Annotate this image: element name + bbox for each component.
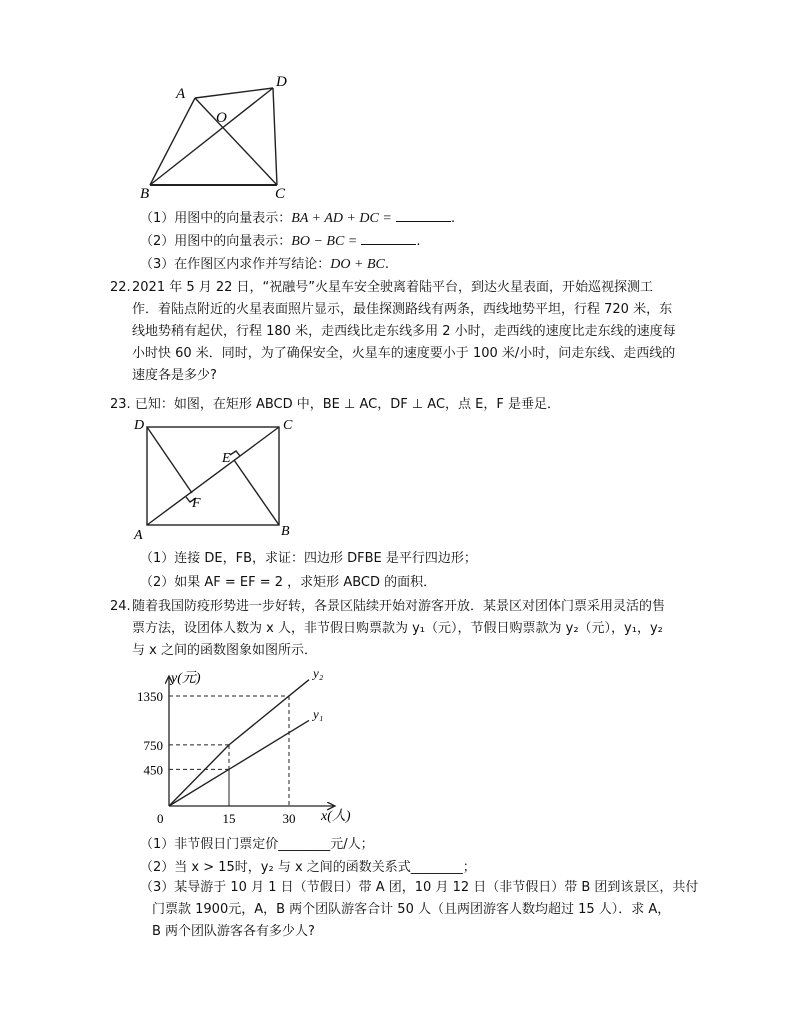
q22-line: 小时快 60 米．同时，为了确保安全，火星车的速度要小于 100 米/小时，问走东线、走西线的 <box>132 346 676 361</box>
q23-label-d: D <box>134 418 145 433</box>
q24-function-graph <box>125 668 355 828</box>
q24-part2: （2）当 x > 15时，y₂ 与 x 之间的函数关系式________； <box>140 860 476 875</box>
origin-label: 0 <box>157 811 164 826</box>
series-line-y1 <box>169 720 309 806</box>
q22-number: 22. <box>110 280 131 295</box>
q23-number: 23. <box>110 397 131 412</box>
q21-part3-expr: DO + BC <box>330 257 385 272</box>
question-22 <box>110 278 710 388</box>
q23-label-e: E <box>222 451 231 466</box>
y-tick-label: 750 <box>143 737 163 753</box>
q23-label-c: C <box>283 418 293 433</box>
series-label-y1: y₁ <box>313 706 324 722</box>
question-23 <box>110 393 560 412</box>
question-24 <box>110 597 730 663</box>
q24-line: 随着我国防疫形势进一步好转，各景区陆续开始对游客开放．某景区对团体门票采用灵活的售 <box>132 599 666 614</box>
q21-part1-end: . <box>450 211 456 226</box>
q23-part2: （2）如果 AF = EF = 2 ，求矩形 ABCD 的面积． <box>140 575 437 590</box>
q21-label-b: B <box>140 186 150 200</box>
y-tick-label: 450 <box>143 762 163 778</box>
q21-part2 <box>140 230 421 250</box>
q21-part1 <box>140 207 455 227</box>
q21-label-o: O <box>216 110 227 126</box>
q21-part3-end: . <box>384 257 389 272</box>
q21-label-a: A <box>176 86 186 102</box>
answer-blank[interactable] <box>361 232 416 245</box>
y-tick-label: 1350 <box>137 688 163 704</box>
q23-stem: 已知：如图，在矩形 ABCD 中，BE ⊥ AC，DF ⊥ AC，点 E，F 是垂足． <box>134 397 561 412</box>
q22-line: 线地势稍有起伏，行程 180 米，走西线比走东线多用 2 小时，走西线的速度比走东线的速度每 <box>132 324 676 339</box>
x-axis-label: x(人) <box>321 809 351 824</box>
q22-line: 2021 年 5 月 22 日，“祝融号”火星车安全驶离着陆平台，到达火星表面，开始巡视探测工 <box>132 280 654 295</box>
series-line-y2 <box>169 680 309 806</box>
q23-label-f: F <box>192 496 201 511</box>
q24-line: 票方法，设团体人数为 x 人，非节假日购票款为 y₁（元），节假日购票款为 y₂（元），y₁，y₂ <box>132 621 663 636</box>
q24-part3-line: B 两个团队游客各有多少人? <box>152 924 315 939</box>
q21-part1-expr: BA + AD + DC = <box>291 211 392 226</box>
q21-label-c: C <box>275 186 286 200</box>
q24-line: 与 x 之间的函数图象如图所示． <box>132 643 317 658</box>
answer-blank[interactable] <box>396 209 451 222</box>
q24-part3-line: （3）某导游于 10 月 1 日（节假日）带 A 团，10 月 12 日（非节假日）带 B 团到该景区，共付 <box>140 880 699 895</box>
q21-part3 <box>140 253 389 273</box>
q22-line: 作．着陆点附近的火星表面照片显示，最佳探测路线有两条，西线地势平坦，行程 720 米，东 <box>132 302 673 317</box>
q23-figure <box>130 415 300 540</box>
y-axis-label: y(元) <box>171 671 201 686</box>
q24-part3-line: 门票款 1900元，A，B 两个团队游客合计 50 人（且两团游客人数均超过 15 人）．求 A， <box>152 902 671 917</box>
q24-part1: （1）非节假日门票定价________元/人； <box>140 837 374 852</box>
q21-part2-text: （2）用图中的向量表示： <box>140 234 292 249</box>
q21-part2-expr: BO − BC = <box>291 234 358 249</box>
q23-part1: （1）连接 DE，FB，求证：四边形 DFBE 是平行四边形； <box>140 551 477 566</box>
q21-part2-end: . <box>416 234 421 249</box>
q24-number: 24. <box>110 599 131 614</box>
q21-figure <box>130 70 300 200</box>
q24-part3 <box>140 878 740 944</box>
q21-label-d: D <box>276 74 287 90</box>
x-tick-label: 30 <box>282 811 296 826</box>
x-tick-label: 15 <box>222 811 236 826</box>
q21-part1-text: （1）用图中的向量表示： <box>140 211 292 226</box>
series-label-y2: y₂ <box>313 668 324 681</box>
q21-part3-text: （3）在作图区内求作并写结论： <box>140 257 331 272</box>
q23-label-b: B <box>281 524 290 539</box>
q22-line: 速度各是多少? <box>132 368 217 383</box>
q23-label-a: A <box>134 528 143 540</box>
